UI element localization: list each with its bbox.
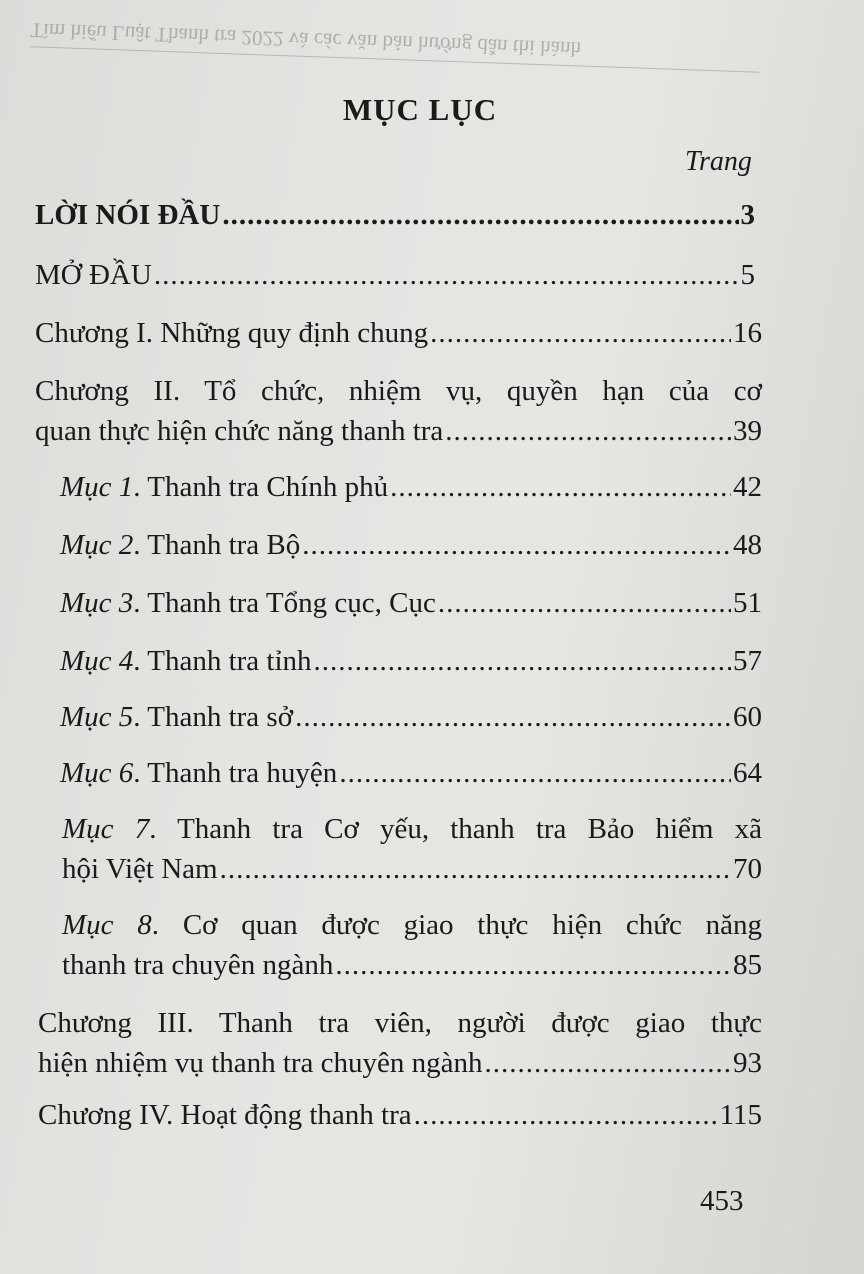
leader-dots bbox=[438, 586, 731, 620]
page-title: MỤC LỤC bbox=[342, 92, 498, 127]
toc-entry-prefix: Mục 3 bbox=[60, 587, 134, 619]
toc-entry-title-line1: Chương III. Thanh tra viên, người được giao thực bbox=[38, 1007, 762, 1039]
leader-dots bbox=[430, 316, 731, 350]
toc-entry-chapter-1[interactable] bbox=[35, 316, 762, 350]
toc-entry-page: 64 bbox=[733, 757, 762, 789]
toc-entry-page: 39 bbox=[733, 415, 762, 447]
toc-entry-title: . Thanh tra Tổng cục, Cục bbox=[133, 587, 436, 619]
leader-dots bbox=[445, 414, 731, 448]
toc-entry-prefix: Mục 1 bbox=[60, 471, 134, 503]
leader-dots bbox=[302, 528, 731, 562]
toc-entry-title: Chương IV. Hoạt động thanh tra bbox=[38, 1099, 412, 1131]
bleed-through-header: Tìm hiểu Luật Thanh tra 2022 và các văn bản hướng dẫn thi hành bbox=[30, 17, 761, 72]
leader-dots bbox=[220, 852, 731, 886]
toc-entry-section-3[interactable] bbox=[60, 586, 762, 620]
toc-entry-page: 85 bbox=[733, 949, 762, 981]
toc-entry-page: 51 bbox=[733, 587, 762, 619]
toc-entry-page: 16 bbox=[733, 317, 762, 349]
toc-entry-title-line1: Chương II. Tổ chức, nhiệm vụ, quyền hạn của cơ bbox=[35, 375, 762, 407]
toc-entry-title: . Thanh tra Bộ bbox=[133, 529, 301, 561]
toc-entry-section-6[interactable] bbox=[60, 756, 762, 790]
leader-dots bbox=[295, 700, 731, 734]
toc-entry-section-2[interactable] bbox=[60, 528, 762, 562]
toc-entry-title: Chương I. Những quy định chung bbox=[35, 317, 429, 349]
toc-entry-prefix: Mục 4 bbox=[60, 645, 134, 677]
toc-entry-prefix: Mục 6 bbox=[60, 757, 134, 789]
toc-entry-title-line1: . Cơ quan được giao thực hiện chức năng bbox=[151, 909, 762, 941]
toc-entry-page: 48 bbox=[733, 529, 762, 561]
toc-entry-page: 93 bbox=[733, 1047, 762, 1079]
toc-entry-title: thanh tra chuyên ngành bbox=[62, 949, 334, 981]
toc-entry-title: . Thanh tra huyện bbox=[133, 757, 338, 789]
toc-entry-prefix: Mục 2 bbox=[60, 529, 134, 561]
toc-entry-title: hội Việt Nam bbox=[62, 853, 218, 885]
toc-entry-page: 42 bbox=[733, 471, 762, 503]
toc-entry-title: . Thanh tra Chính phủ bbox=[133, 471, 389, 503]
leader-dots bbox=[335, 948, 731, 982]
toc-entry-page: 57 bbox=[733, 645, 762, 677]
leader-dots bbox=[314, 644, 731, 678]
leader-dots bbox=[485, 1046, 731, 1080]
toc-entry-title: hiện nhiệm vụ thanh tra chuyên ngành bbox=[38, 1047, 483, 1079]
toc-entry-section-8[interactable] bbox=[62, 908, 762, 982]
toc-entry-introduction[interactable] bbox=[35, 258, 755, 292]
toc-entry-chapter-4[interactable] bbox=[38, 1098, 762, 1132]
leader-dots bbox=[414, 1098, 718, 1132]
toc-entry-chapter-2[interactable] bbox=[35, 374, 762, 448]
toc-entry-title: LỜI NÓI ĐẦU bbox=[35, 199, 221, 231]
toc-entry-page: 70 bbox=[733, 853, 762, 885]
toc-entry-prefix: Mục 8 bbox=[62, 909, 152, 941]
toc-entry-prefix: Mục 7 bbox=[62, 813, 150, 845]
leader-dots bbox=[390, 470, 731, 504]
toc-entry-title-line1: . Thanh tra Cơ yếu, thanh tra Bảo hiểm xã bbox=[149, 813, 762, 845]
toc-entry-section-7[interactable] bbox=[62, 812, 762, 886]
page-column-label: Trang bbox=[685, 146, 752, 177]
toc-entry-page: 115 bbox=[719, 1099, 762, 1131]
toc-entry-title: . Thanh tra sở bbox=[133, 701, 294, 733]
toc-entry-title: . Thanh tra tỉnh bbox=[133, 645, 312, 677]
page-number: 453 bbox=[700, 1185, 744, 1217]
toc-entry-foreword[interactable] bbox=[35, 198, 755, 232]
toc-entry-page: 5 bbox=[740, 259, 755, 291]
toc-entry-title: quan thực hiện chức năng thanh tra bbox=[35, 415, 444, 447]
leader-dots bbox=[154, 258, 739, 292]
toc-entry-prefix: Mục 5 bbox=[60, 701, 134, 733]
toc-entry-page: 60 bbox=[733, 701, 762, 733]
toc-entry-section-4[interactable] bbox=[60, 644, 762, 678]
toc-entry-section-1[interactable] bbox=[60, 470, 762, 504]
toc-entry-title: MỞ ĐẦU bbox=[35, 259, 152, 291]
leader-dots bbox=[339, 756, 731, 790]
leader-dots bbox=[222, 198, 738, 232]
toc-entry-chapter-3[interactable] bbox=[38, 1006, 762, 1080]
toc-entry-section-5[interactable] bbox=[60, 700, 762, 734]
toc-entry-page: 3 bbox=[740, 199, 755, 231]
